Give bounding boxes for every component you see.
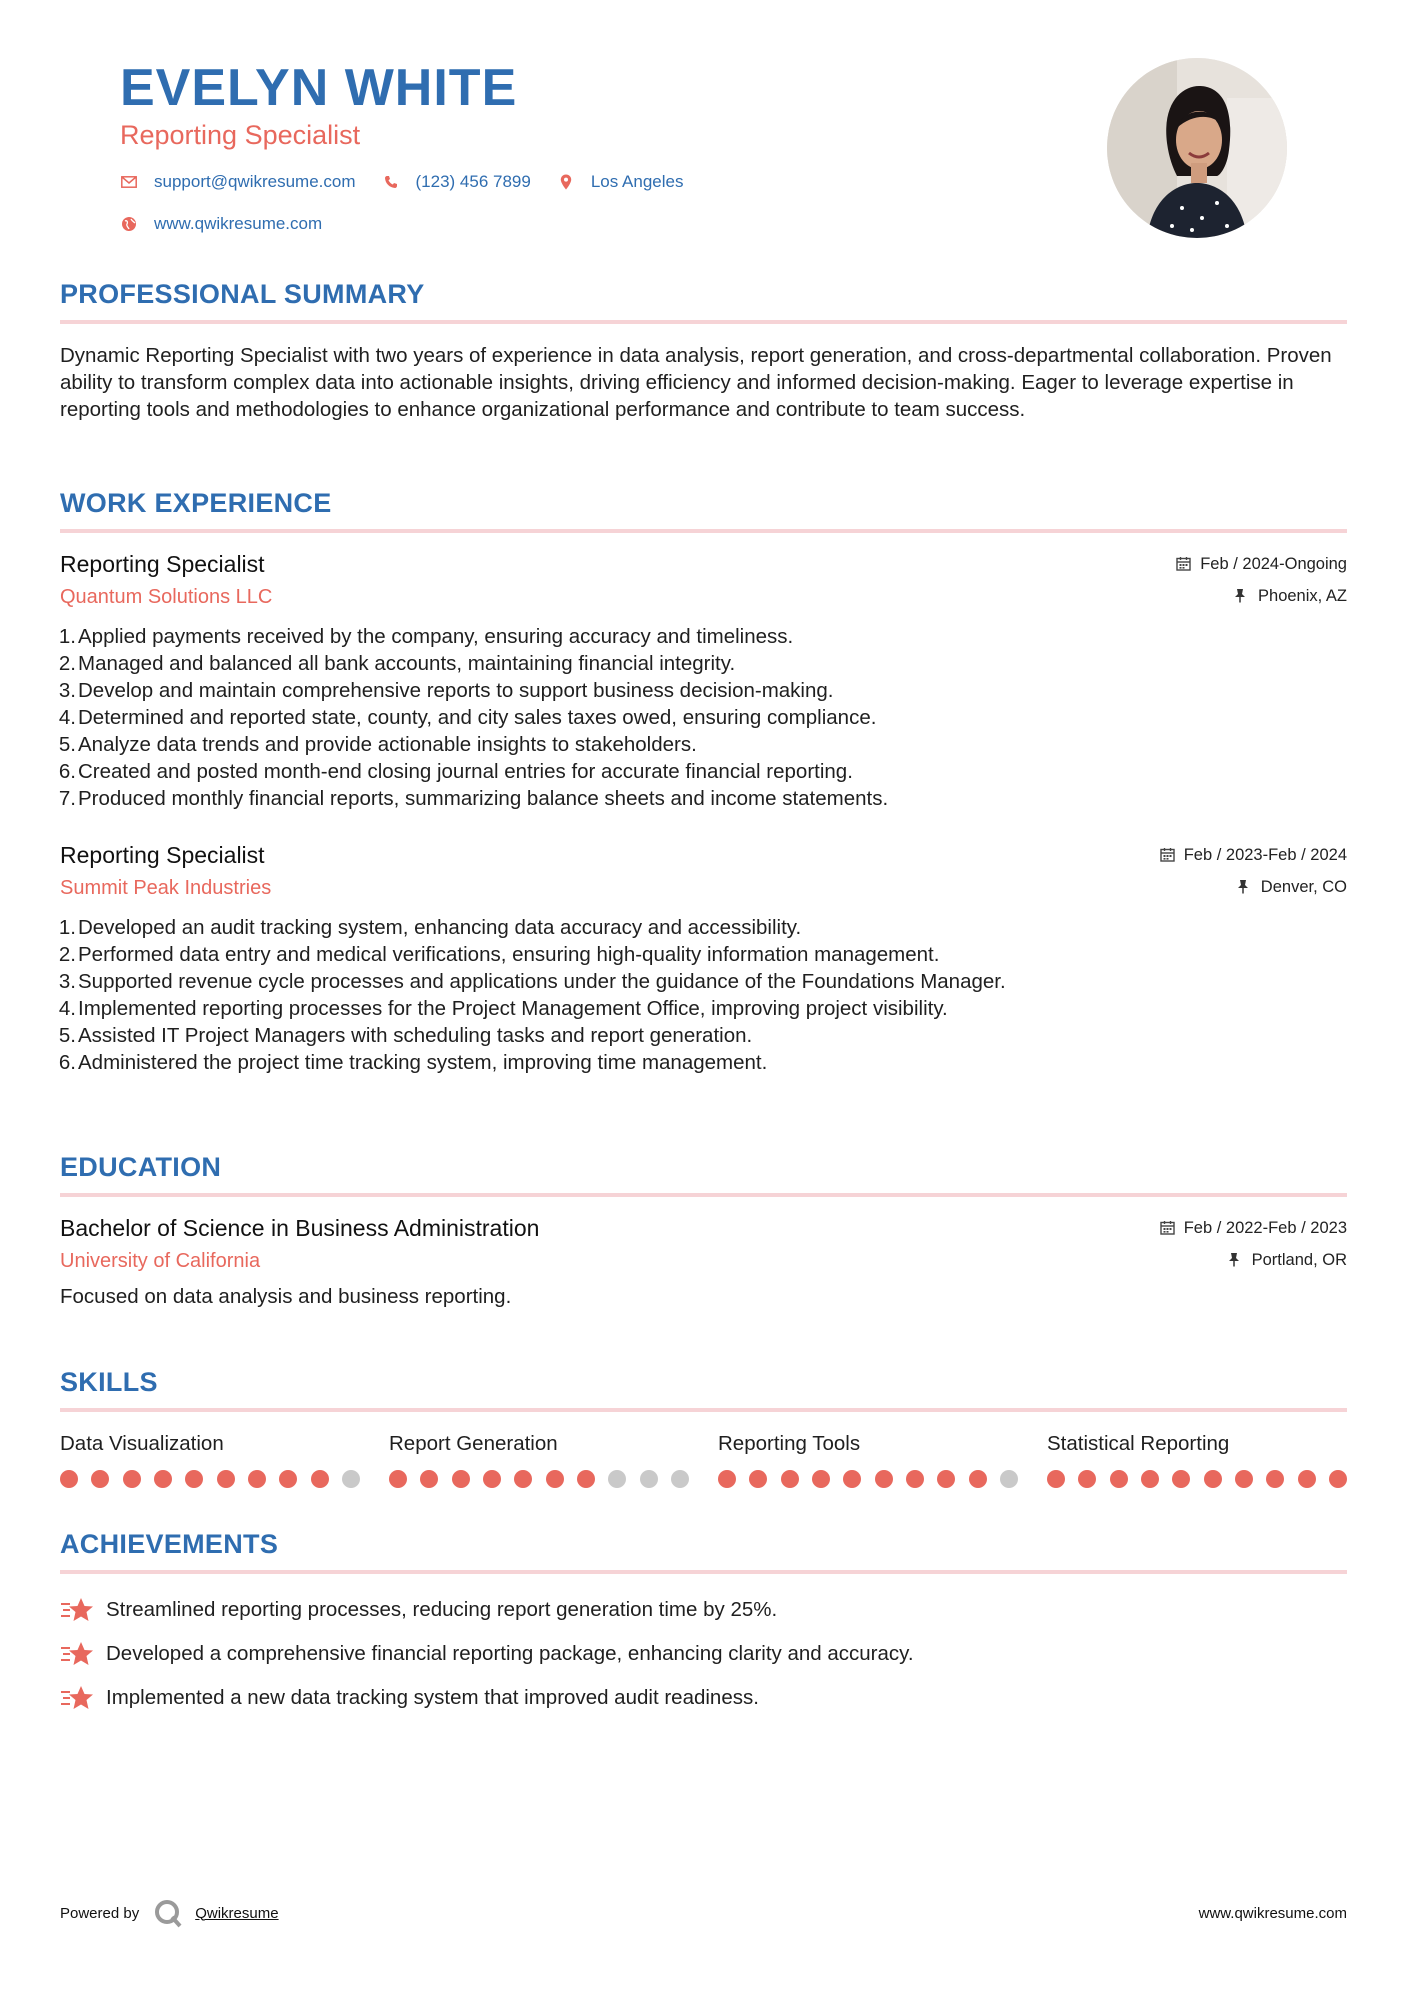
job-bullets — [60, 914, 1347, 1076]
list-item: 2. Managed and balanced all bank accounts, maintaining financial integrity. — [58, 652, 736, 675]
powered-by — [60, 1898, 279, 1928]
job-dates-text: Feb / 2023-Feb / 2024 — [1183, 845, 1347, 864]
email-text[interactable]: support@qwikresume.com — [154, 172, 356, 191]
rating-dot-filled — [1204, 1470, 1222, 1488]
list-item: 6. Created and posted month-end closing journal entries for accurate financial reporting. — [58, 760, 853, 783]
skill-item — [389, 1432, 689, 1488]
rating-dot-filled — [875, 1470, 893, 1488]
education-location-text: Portland, OR — [1251, 1250, 1347, 1269]
job-title: Reporting Specialist — [60, 842, 265, 868]
powered-by-text: Powered by — [60, 1904, 140, 1922]
star-icon — [60, 1639, 94, 1669]
job-bullets — [60, 623, 1347, 812]
experience-heading: WORK EXPERIENCE — [60, 488, 1347, 533]
skills-row — [60, 1432, 1347, 1488]
contact-location — [557, 172, 684, 192]
contact-website[interactable] — [120, 214, 322, 234]
rating-dot-filled — [843, 1470, 861, 1488]
skills-section — [60, 1367, 1347, 1488]
education-entry — [60, 1215, 1347, 1309]
rating-dot-filled — [217, 1470, 235, 1488]
rating-dot-filled — [906, 1470, 924, 1488]
list-item: 3. Supported revenue cycle processes and applications under the guidance of the Foundations Manager. — [58, 970, 1006, 993]
education-dates-text: Feb / 2022-Feb / 2023 — [1183, 1218, 1347, 1237]
rating-dot-filled — [483, 1470, 501, 1488]
location-text: Los Angeles — [590, 172, 684, 191]
pushpin-icon — [1234, 588, 1250, 604]
phone-text[interactable]: (123) 456 7899 — [415, 172, 531, 191]
list-item: 5. Assisted IT Project Managers with scheduling tasks and report generation. — [58, 1024, 753, 1047]
education-heading: EDUCATION — [60, 1152, 1347, 1197]
rating-dot-empty — [608, 1470, 626, 1488]
rating-dot-filled — [1266, 1470, 1284, 1488]
job-dates — [1160, 844, 1347, 866]
list-item: 4. Implemented reporting processes for the Project Management Office, improving project visibility. — [58, 997, 948, 1020]
resume-header — [60, 0, 1347, 245]
achievement-text: Developed a comprehensive financial reporting package, enhancing clarity and accuracy. — [106, 1642, 914, 1665]
degree-title: Bachelor of Science in Business Administration — [60, 1215, 540, 1241]
skill-name: Report Generation — [389, 1432, 558, 1455]
map-pin-icon — [557, 173, 575, 191]
job-title: Reporting Specialist — [60, 551, 265, 577]
summary-section — [60, 279, 1347, 423]
achievements-heading: ACHIEVEMENTS — [60, 1529, 1347, 1574]
rating-dot-filled — [91, 1470, 109, 1488]
list-item: 1. Developed an audit tracking system, enhancing data accuracy and accessibility. — [58, 916, 802, 939]
qwikresume-link[interactable]: Qwikresume — [195, 1904, 279, 1922]
rating-dot-filled — [452, 1470, 470, 1488]
achievement-text: Implemented a new data tracking system that improved audit readiness. — [106, 1686, 759, 1709]
rating-dot-empty — [1000, 1470, 1018, 1488]
skill-item — [718, 1432, 1018, 1488]
education-description: Focused on data analysis and business reporting. — [60, 1285, 512, 1308]
education-section — [60, 1152, 1347, 1309]
rating-dot-filled — [577, 1470, 595, 1488]
achievement-item — [60, 1588, 1347, 1632]
summary-text: Dynamic Reporting Specialist with two years of experience in data analysis, report generation, and cross-departmental collaboration. Proven ability to transform complex data into actionable insights, driving efficiency and informed decision-making. Eager to leverage expertise in reporting tools and methodologies to enhance organizational performance and contribute to team success. — [60, 344, 1332, 421]
achievements-list — [60, 1588, 1347, 1720]
calendar-icon — [1176, 556, 1192, 572]
rating-dot-empty — [640, 1470, 658, 1488]
job-meta — [1160, 844, 1347, 898]
rating-dot-filled — [546, 1470, 564, 1488]
list-item: 5. Analyze data trends and provide actionable insights to stakeholders. — [58, 733, 697, 756]
achievement-text: Streamlined reporting processes, reducing report generation time by 25%. — [106, 1598, 778, 1621]
school-name: University of California — [60, 1250, 261, 1272]
phone-icon — [382, 173, 400, 191]
job-location-text: Phoenix, AZ — [1258, 586, 1347, 605]
envelope-icon — [120, 173, 138, 191]
job-location — [1176, 585, 1347, 607]
skills-heading: SKILLS — [60, 1367, 1347, 1412]
achievement-item — [60, 1676, 1347, 1720]
page-footer — [60, 1898, 1347, 1928]
rating-dot-filled — [1329, 1470, 1347, 1488]
rating-dot-filled — [389, 1470, 407, 1488]
rating-dot-filled — [1110, 1470, 1128, 1488]
list-item: 7. Produced monthly financial reports, summarizing balance sheets and income statements. — [58, 787, 889, 810]
job-company: Quantum Solutions LLC — [60, 586, 273, 608]
job-location-text: Denver, CO — [1260, 877, 1347, 896]
job-meta — [1176, 553, 1347, 607]
job-entry — [60, 842, 1347, 1076]
list-item: 2. Performed data entry and medical verifications, ensuring high-quality information management. — [58, 943, 940, 966]
job-location — [1160, 876, 1347, 898]
rating-dot-filled — [718, 1470, 736, 1488]
rating-dot-filled — [60, 1470, 78, 1488]
rating-dot-filled — [937, 1470, 955, 1488]
achievement-item — [60, 1632, 1347, 1676]
rating-dot-filled — [812, 1470, 830, 1488]
rating-dot-filled — [969, 1470, 987, 1488]
skill-name: Reporting Tools — [718, 1432, 861, 1455]
skill-item — [1047, 1432, 1347, 1488]
contact-row-website — [120, 214, 348, 234]
education-dates — [1160, 1217, 1347, 1239]
star-icon — [60, 1683, 94, 1713]
globe-icon — [120, 215, 138, 233]
achievements-section — [60, 1529, 1347, 1720]
skill-name: Data Visualization — [60, 1432, 224, 1455]
list-item: 4. Determined and reported state, county, and city sales taxes owed, ensuring compliance. — [58, 706, 877, 729]
pushpin-icon — [1228, 1252, 1244, 1268]
calendar-icon — [1160, 847, 1176, 863]
skill-name: Statistical Reporting — [1047, 1432, 1230, 1455]
rating-dot-filled — [781, 1470, 799, 1488]
contact-row — [120, 172, 709, 192]
job-company: Summit Peak Industries — [60, 877, 272, 899]
rating-dot-filled — [311, 1470, 329, 1488]
rating-dot-empty — [342, 1470, 360, 1488]
rating-dot-filled — [123, 1470, 141, 1488]
contact-email[interactable] — [120, 172, 356, 192]
rating-dot-filled — [1078, 1470, 1096, 1488]
experience-section — [60, 488, 1347, 1076]
candidate-role: Reporting Specialist — [120, 120, 361, 150]
candidate-name: EVELYN WHITE — [120, 59, 518, 117]
skill-rating — [60, 1470, 360, 1488]
education-location — [1160, 1249, 1347, 1271]
rating-dot-filled — [185, 1470, 203, 1488]
job-entry — [60, 551, 1347, 812]
footer-site-link[interactable]: www.qwikresume.com — [1198, 1904, 1347, 1922]
rating-dot-filled — [749, 1470, 767, 1488]
rating-dot-filled — [1141, 1470, 1159, 1488]
profile-photo — [1107, 58, 1287, 238]
skill-item — [60, 1432, 360, 1488]
job-dates — [1176, 553, 1347, 575]
education-meta — [1160, 1217, 1347, 1271]
rating-dot-filled — [514, 1470, 532, 1488]
list-item: 6. Administered the project time tracking system, improving time management. — [58, 1051, 768, 1074]
rating-dot-filled — [279, 1470, 297, 1488]
summary-heading: PROFESSIONAL SUMMARY — [60, 279, 1347, 324]
pushpin-icon — [1237, 879, 1253, 895]
skill-rating — [1047, 1470, 1347, 1488]
rating-dot-empty — [671, 1470, 689, 1488]
skill-rating — [389, 1470, 689, 1488]
qwikresume-logo-icon — [153, 1898, 183, 1928]
rating-dot-filled — [1298, 1470, 1316, 1488]
rating-dot-filled — [420, 1470, 438, 1488]
rating-dot-filled — [1047, 1470, 1065, 1488]
rating-dot-filled — [154, 1470, 172, 1488]
rating-dot-filled — [1235, 1470, 1253, 1488]
list-item: 1. Applied payments received by the company, ensuring accuracy and timeliness. — [58, 625, 794, 648]
contact-phone[interactable] — [382, 172, 531, 192]
website-text[interactable]: www.qwikresume.com — [154, 214, 323, 233]
calendar-icon — [1160, 1220, 1176, 1236]
list-item: 3. Develop and maintain comprehensive reports to support business decision-making. — [58, 679, 834, 702]
rating-dot-filled — [248, 1470, 266, 1488]
skill-rating — [718, 1470, 1018, 1488]
rating-dot-filled — [1172, 1470, 1190, 1488]
job-dates-text: Feb / 2024-Ongoing — [1200, 554, 1347, 573]
star-icon — [60, 1595, 94, 1625]
